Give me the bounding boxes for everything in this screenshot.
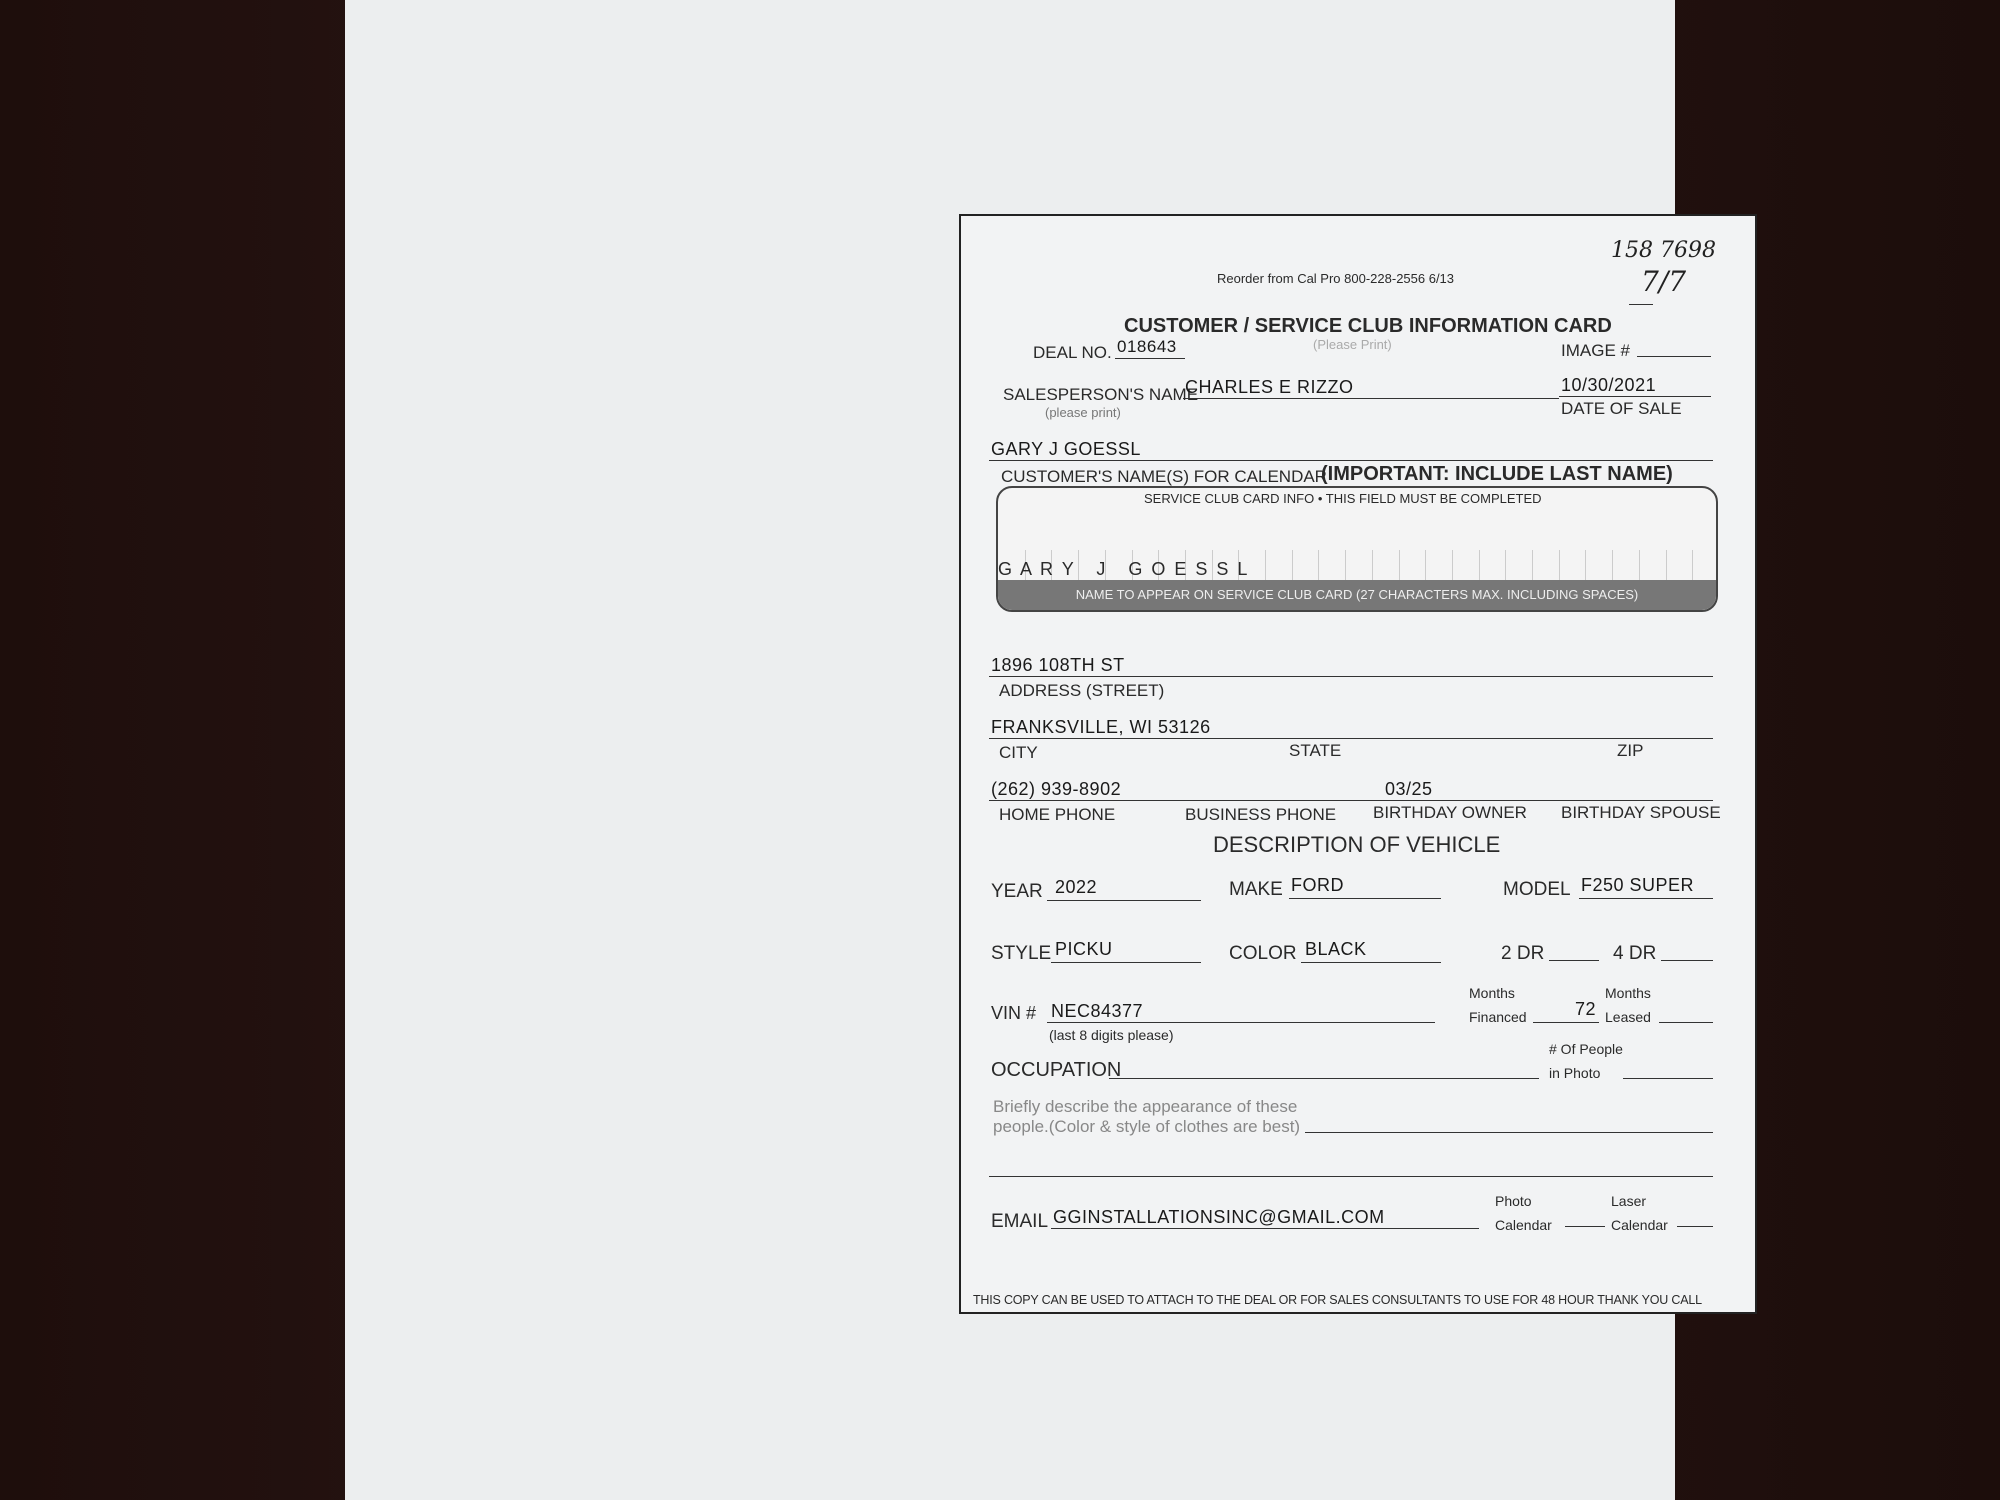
describe-line-1	[1305, 1132, 1713, 1133]
birthday-owner-label: BIRTHDAY OWNER	[1373, 803, 1527, 822]
model-value: F250 SUPER	[1581, 875, 1695, 895]
photo-calendar-label-top: Photo	[1495, 1193, 1532, 1209]
character-box-divider	[1318, 550, 1319, 580]
character-box-divider	[1452, 550, 1453, 580]
business-phone-label: BUSINESS PHONE	[1185, 805, 1337, 824]
occupation-line	[1109, 1078, 1539, 1079]
city-value: FRANKSVILLE, WI 53126	[991, 717, 1211, 737]
vin-sublabel: (last 8 digits please)	[1049, 1027, 1174, 1043]
birthday-spouse-label: BIRTHDAY SPOUSE	[1561, 803, 1721, 822]
occupation-label: OCCUPATION	[991, 1059, 1122, 1081]
service-club-footer: NAME TO APPEAR ON SERVICE CLUB CARD (27 CHARACTERS MAX. INCLUDING SPACES)	[998, 580, 1716, 610]
phone-line	[989, 800, 1713, 801]
four-door-label: 4 DR	[1613, 943, 1657, 964]
laser-calendar-label-top: Laser	[1611, 1193, 1647, 1209]
deal-no-value: 018643	[1117, 337, 1177, 356]
year-label: YEAR	[991, 881, 1043, 902]
months-leased-label-top: Months	[1605, 985, 1651, 1001]
character-box-divider	[1399, 550, 1400, 580]
customer-name-line	[989, 460, 1713, 461]
year-line	[1047, 900, 1201, 901]
color-label: COLOR	[1229, 943, 1297, 964]
character-box-divider	[1505, 550, 1506, 580]
make-value: FORD	[1291, 875, 1344, 895]
handwritten-underline	[1629, 304, 1653, 305]
people-count-line	[1623, 1078, 1713, 1079]
address-label: ADDRESS (STREET)	[999, 681, 1165, 700]
character-box-divider	[1612, 550, 1613, 580]
vin-line	[1047, 1022, 1435, 1023]
service-club-header: SERVICE CLUB CARD INFO • THIS FIELD MUST BE COMPLETED	[1144, 491, 1542, 506]
describe-prompt-line1: Briefly describe the appearance of these	[993, 1097, 1298, 1116]
character-box-divider	[1666, 550, 1667, 580]
make-line	[1289, 898, 1441, 899]
deal-no-label: DEAL NO.	[1033, 343, 1112, 362]
financed-label: Financed	[1469, 1009, 1527, 1025]
model-label: MODEL	[1503, 879, 1571, 900]
service-club-name: G A R Y J G O E S S L	[998, 559, 1250, 579]
home-phone-label: HOME PHONE	[999, 805, 1116, 824]
state-label: STATE	[1289, 741, 1342, 760]
birthday-owner-value: 03/25	[1385, 779, 1433, 799]
email-value: GGINSTALLATIONSINC@GMAIL.COM	[1053, 1207, 1385, 1227]
style-value: PICKU	[1055, 939, 1113, 959]
model-line	[1579, 898, 1713, 899]
salesperson-line	[1183, 398, 1559, 399]
date-of-sale-value: 10/30/2021	[1561, 375, 1657, 395]
character-box-divider	[1559, 550, 1560, 580]
address-value: 1896 108TH ST	[991, 655, 1125, 675]
service-club-box	[996, 486, 1718, 612]
character-box-divider	[1425, 550, 1426, 580]
home-phone-value: (262) 939-8902	[991, 779, 1122, 799]
character-box-divider	[1292, 550, 1293, 580]
character-box-divider	[1585, 550, 1586, 580]
make-label: MAKE	[1229, 879, 1283, 900]
character-box-divider	[1479, 550, 1480, 580]
style-line	[1051, 962, 1201, 963]
year-value: 2022	[1055, 877, 1098, 897]
laser-calendar-label-bottom: Calendar	[1611, 1217, 1668, 1233]
zip-label: ZIP	[1617, 741, 1644, 760]
email-label: EMAIL	[991, 1211, 1049, 1232]
months-financed-line	[1533, 1022, 1599, 1023]
customer-name-value: GARY J GOESSL	[991, 439, 1141, 459]
in-photo-label: in Photo	[1549, 1065, 1601, 1081]
character-box-divider	[1692, 550, 1693, 580]
address-line	[989, 676, 1713, 677]
salesperson-label: SALESPERSON'S NAME	[1003, 385, 1199, 404]
color-value: BLACK	[1305, 939, 1367, 959]
four-door-line	[1661, 960, 1713, 961]
character-box-divider	[1532, 550, 1533, 580]
vin-value: NEC84377	[1051, 1001, 1144, 1021]
salesperson-value: CHARLES E RIZZO	[1185, 377, 1354, 397]
vin-label: VIN #	[991, 1003, 1037, 1023]
salesperson-sublabel: (please print)	[1045, 405, 1121, 420]
paper-sheet	[345, 0, 1721, 1500]
two-door-label: 2 DR	[1501, 943, 1545, 964]
months-financed-label-top: Months	[1469, 985, 1515, 1001]
city-label: CITY	[999, 743, 1038, 762]
vehicle-heading: DESCRIPTION OF VEHICLE	[1213, 832, 1501, 857]
card-footer: THIS COPY CAN BE USED TO ATTACH TO THE DEAL OR FOR SALES CONSULTANTS TO USE FOR 48 HOUR THANK YOU CALL	[973, 1293, 1702, 1307]
describe-prompt-line2: people.(Color & style of clothes are best)	[993, 1117, 1301, 1136]
deal-no-line	[1115, 358, 1185, 359]
please-print-note: (Please Print)	[1313, 337, 1392, 352]
character-box-divider	[1345, 550, 1346, 580]
card-title: CUSTOMER / SERVICE CLUB INFORMATION CARD	[1124, 315, 1612, 337]
handwritten-number: 158 7698	[1611, 238, 1716, 263]
customer-name-label: CUSTOMER'S NAME(S) FOR CALENDAR	[1001, 467, 1327, 486]
two-door-line	[1549, 960, 1599, 961]
date-of-sale-label: DATE OF SALE	[1561, 399, 1682, 418]
character-box-divider	[1265, 550, 1266, 580]
color-line	[1301, 962, 1441, 963]
people-count-label: # Of People	[1549, 1041, 1623, 1057]
character-box-divider	[1639, 550, 1640, 580]
handwritten-fraction: 7/7	[1641, 265, 1687, 298]
describe-line-2	[989, 1176, 1713, 1177]
email-line	[1051, 1228, 1479, 1229]
image-number-line	[1637, 356, 1711, 357]
character-box-divider	[1372, 550, 1373, 580]
reorder-info: Reorder from Cal Pro 800-228-2556 6/13	[1217, 271, 1455, 286]
style-label: STYLE	[991, 943, 1052, 964]
months-leased-line	[1659, 1022, 1713, 1023]
photo-calendar-line	[1565, 1226, 1605, 1227]
important-note: (IMPORTANT: INCLUDE LAST NAME)	[1321, 463, 1673, 485]
leased-label: Leased	[1605, 1009, 1651, 1025]
photo-calendar-label-bottom: Calendar	[1495, 1217, 1552, 1233]
date-of-sale-line	[1559, 396, 1711, 397]
city-line	[989, 738, 1713, 739]
laser-calendar-line	[1677, 1226, 1713, 1227]
months-financed-value: 72	[1575, 999, 1597, 1019]
image-number-label: IMAGE #	[1561, 341, 1630, 360]
info-card	[959, 214, 1757, 1314]
